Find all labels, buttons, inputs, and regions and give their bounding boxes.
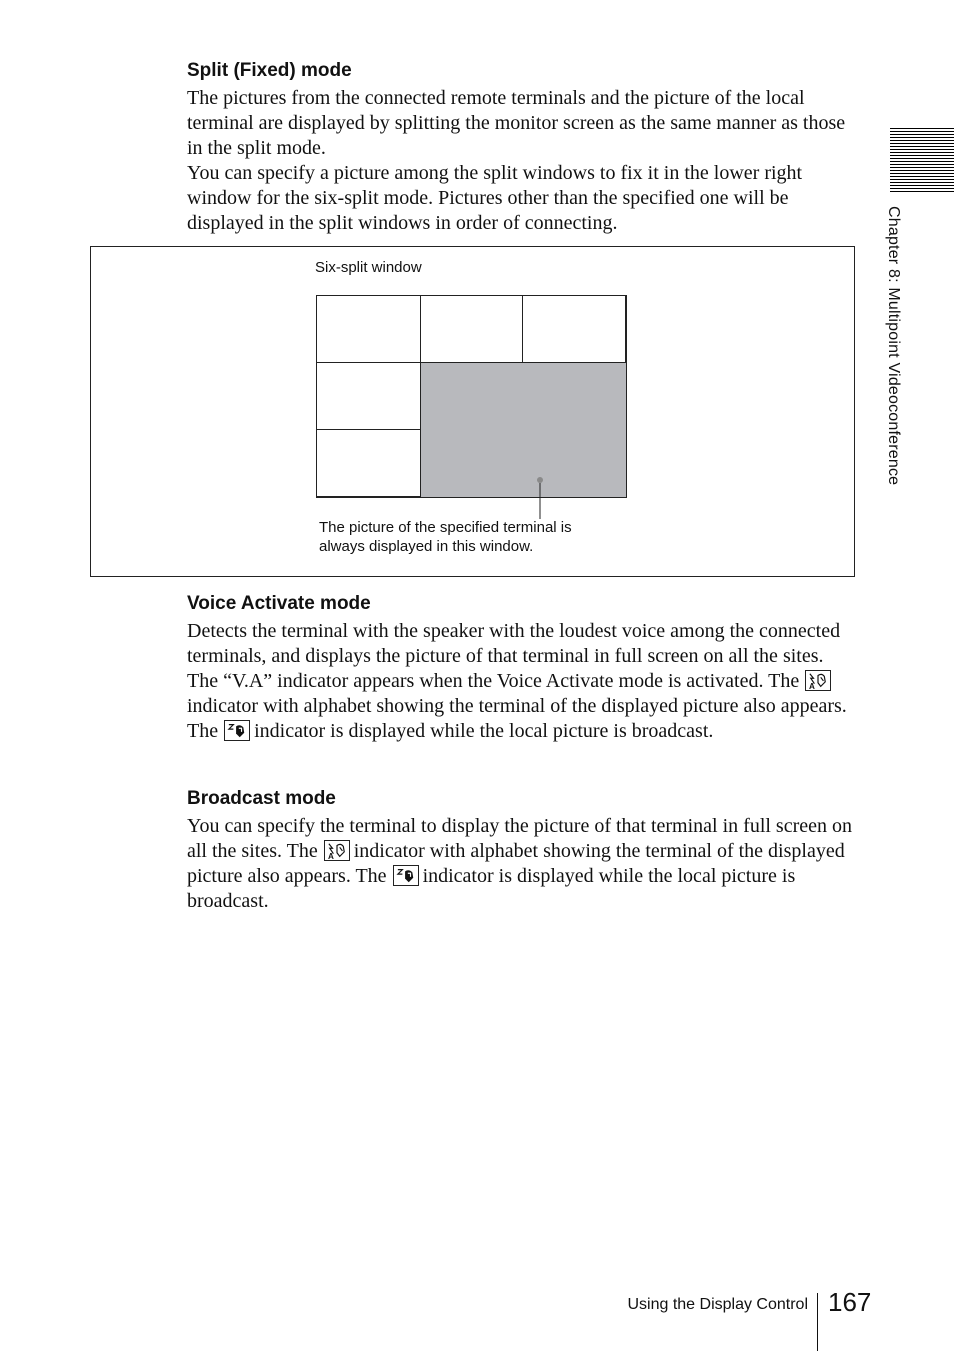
voice-activate-text-3: indicator is displayed while the local picture is broadcast. — [254, 720, 714, 742]
page-number: 167 — [828, 1287, 872, 1317]
callout-dot — [537, 477, 543, 483]
voice-activate-text-2: indicator with alphabet showing the terminal of the displayed picture also appears. The — [187, 695, 847, 742]
figure-grid-label: Six-split window — [315, 259, 422, 276]
voice-activate-text-1: Detects the terminal with the speaker with the loudest voice among the connected terminals, and displays the picture of that terminal in full screen on all the sites. The “V.A” indicator appears when the Voice Activate mode is activated. The — [187, 620, 841, 692]
section-heading-split-fixed: Split (Fixed) mode — [187, 60, 352, 81]
local-speaker-icon — [224, 720, 250, 741]
split-fixed-paragraph-2: You can specify a picture among the split windows to fix it in the lower right window for the six-split mode. Pictures other than the specified one will be displayed in the split windows in order of connecting. — [187, 162, 803, 234]
broadcast-text-2: indicator with alphabet showing the terminal of the displayed picture also appears. The — [187, 840, 845, 887]
speaker-with-letter-icon — [805, 670, 831, 691]
section-heading-voice-activate: Voice Activate mode — [187, 593, 371, 614]
split-cell-2 — [420, 295, 523, 363]
footer-divider — [817, 1293, 818, 1351]
terminal-letter: A — [327, 852, 334, 860]
section-heading-broadcast: Broadcast mode — [187, 788, 336, 809]
split-cell-3 — [522, 295, 627, 363]
split-cell-5 — [316, 429, 421, 498]
voice-activate-paragraph — [187, 619, 859, 744]
footer-section-label: Using the Display Control — [627, 1296, 808, 1313]
fixed-window-highlight — [420, 362, 627, 498]
chapter-tab-stripes — [890, 128, 954, 192]
split-fixed-paragraph-1: The pictures from the connected remote terminals and the picture of the local terminal are displayed by splitting the monitor screen as the same manner as those in the split mode. — [187, 87, 846, 159]
split-cell-4 — [316, 362, 421, 430]
local-speaker-icon — [393, 865, 419, 886]
six-split-window-diagram — [316, 295, 626, 497]
terminal-letter: A — [809, 682, 816, 690]
speaker-with-letter-icon — [324, 840, 350, 861]
callout-text-line-1: The picture of the specified terminal is — [319, 519, 572, 536]
chapter-tab-label: Chapter 8: Multipoint Videoconference — [885, 206, 902, 486]
split-cell-1 — [316, 295, 421, 363]
broadcast-text-1: You can specify the terminal to display the picture of that terminal in full screen on all the sites. The — [187, 815, 853, 862]
callout-text-line-2: always displayed in this window. — [319, 538, 534, 555]
broadcast-text-3: indicator is displayed while the local picture is broadcast. — [187, 865, 796, 912]
callout-leader — [534, 474, 546, 520]
broadcast-paragraph — [187, 814, 859, 914]
